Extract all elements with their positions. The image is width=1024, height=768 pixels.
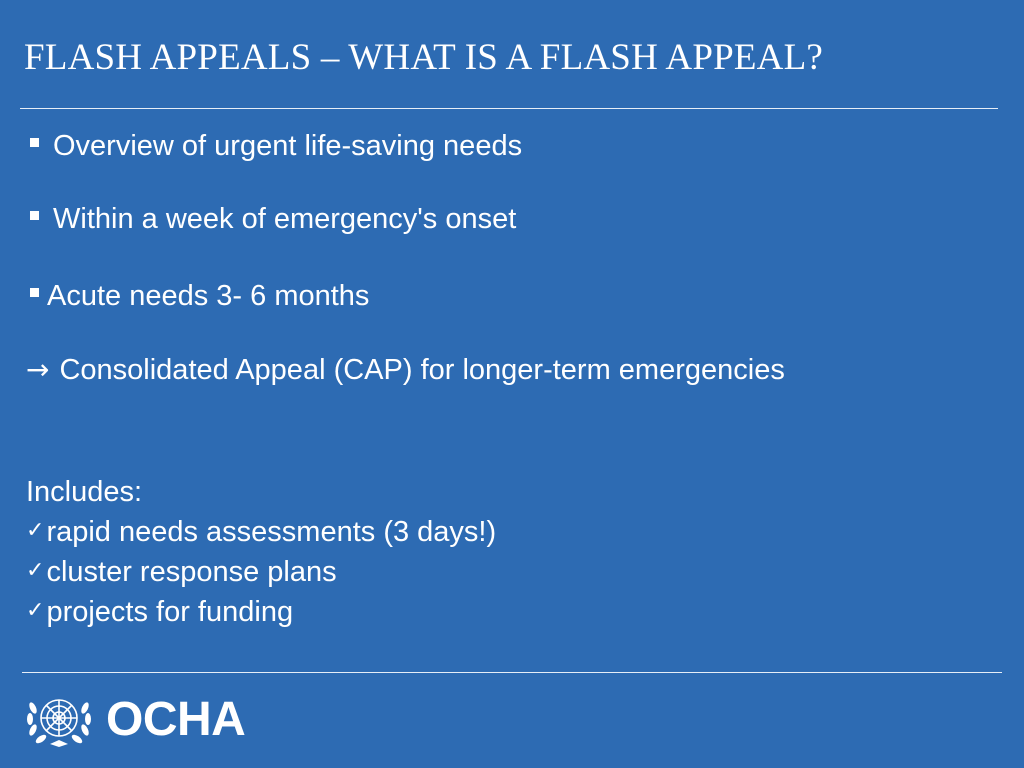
square-bullet-icon (30, 211, 39, 220)
bullet-item (26, 128, 522, 164)
check-item (26, 594, 293, 630)
check-text: rapid needs assessments (3 days!) (46, 516, 497, 548)
arrow-item (26, 352, 785, 388)
checkmark-icon: ✓ (26, 558, 45, 583)
right-arrow-icon: → (26, 353, 50, 386)
bullet-item (26, 201, 516, 237)
ocha-logo (24, 690, 245, 750)
check-item (26, 554, 337, 590)
includes-heading-text: Includes: (26, 476, 143, 508)
bullet-text: Acute needs 3- 6 months (47, 280, 370, 312)
check-text: projects for funding (46, 596, 294, 628)
bullet-text: Overview of urgent life-saving needs (53, 130, 523, 162)
checkmark-icon: ✓ (26, 518, 45, 543)
arrow-text: Consolidated Appeal (CAP) for longer-term emergencies (59, 354, 785, 386)
bullet-item (26, 278, 369, 314)
checkmark-icon: ✓ (26, 598, 45, 623)
square-bullet-icon (30, 138, 39, 147)
ocha-wordmark: OCHA (106, 693, 246, 746)
slide-title: FLASH APPEALS – WHAT IS A FLASH APPEAL? (24, 37, 824, 78)
check-item (26, 514, 496, 550)
square-bullet-icon (30, 288, 39, 297)
includes-heading (26, 474, 142, 510)
footer-divider (22, 672, 1002, 673)
title-divider (20, 108, 998, 109)
un-emblem-icon (24, 690, 94, 750)
check-text: cluster response plans (46, 556, 337, 588)
bullet-text: Within a week of emergency's onset (53, 203, 517, 235)
